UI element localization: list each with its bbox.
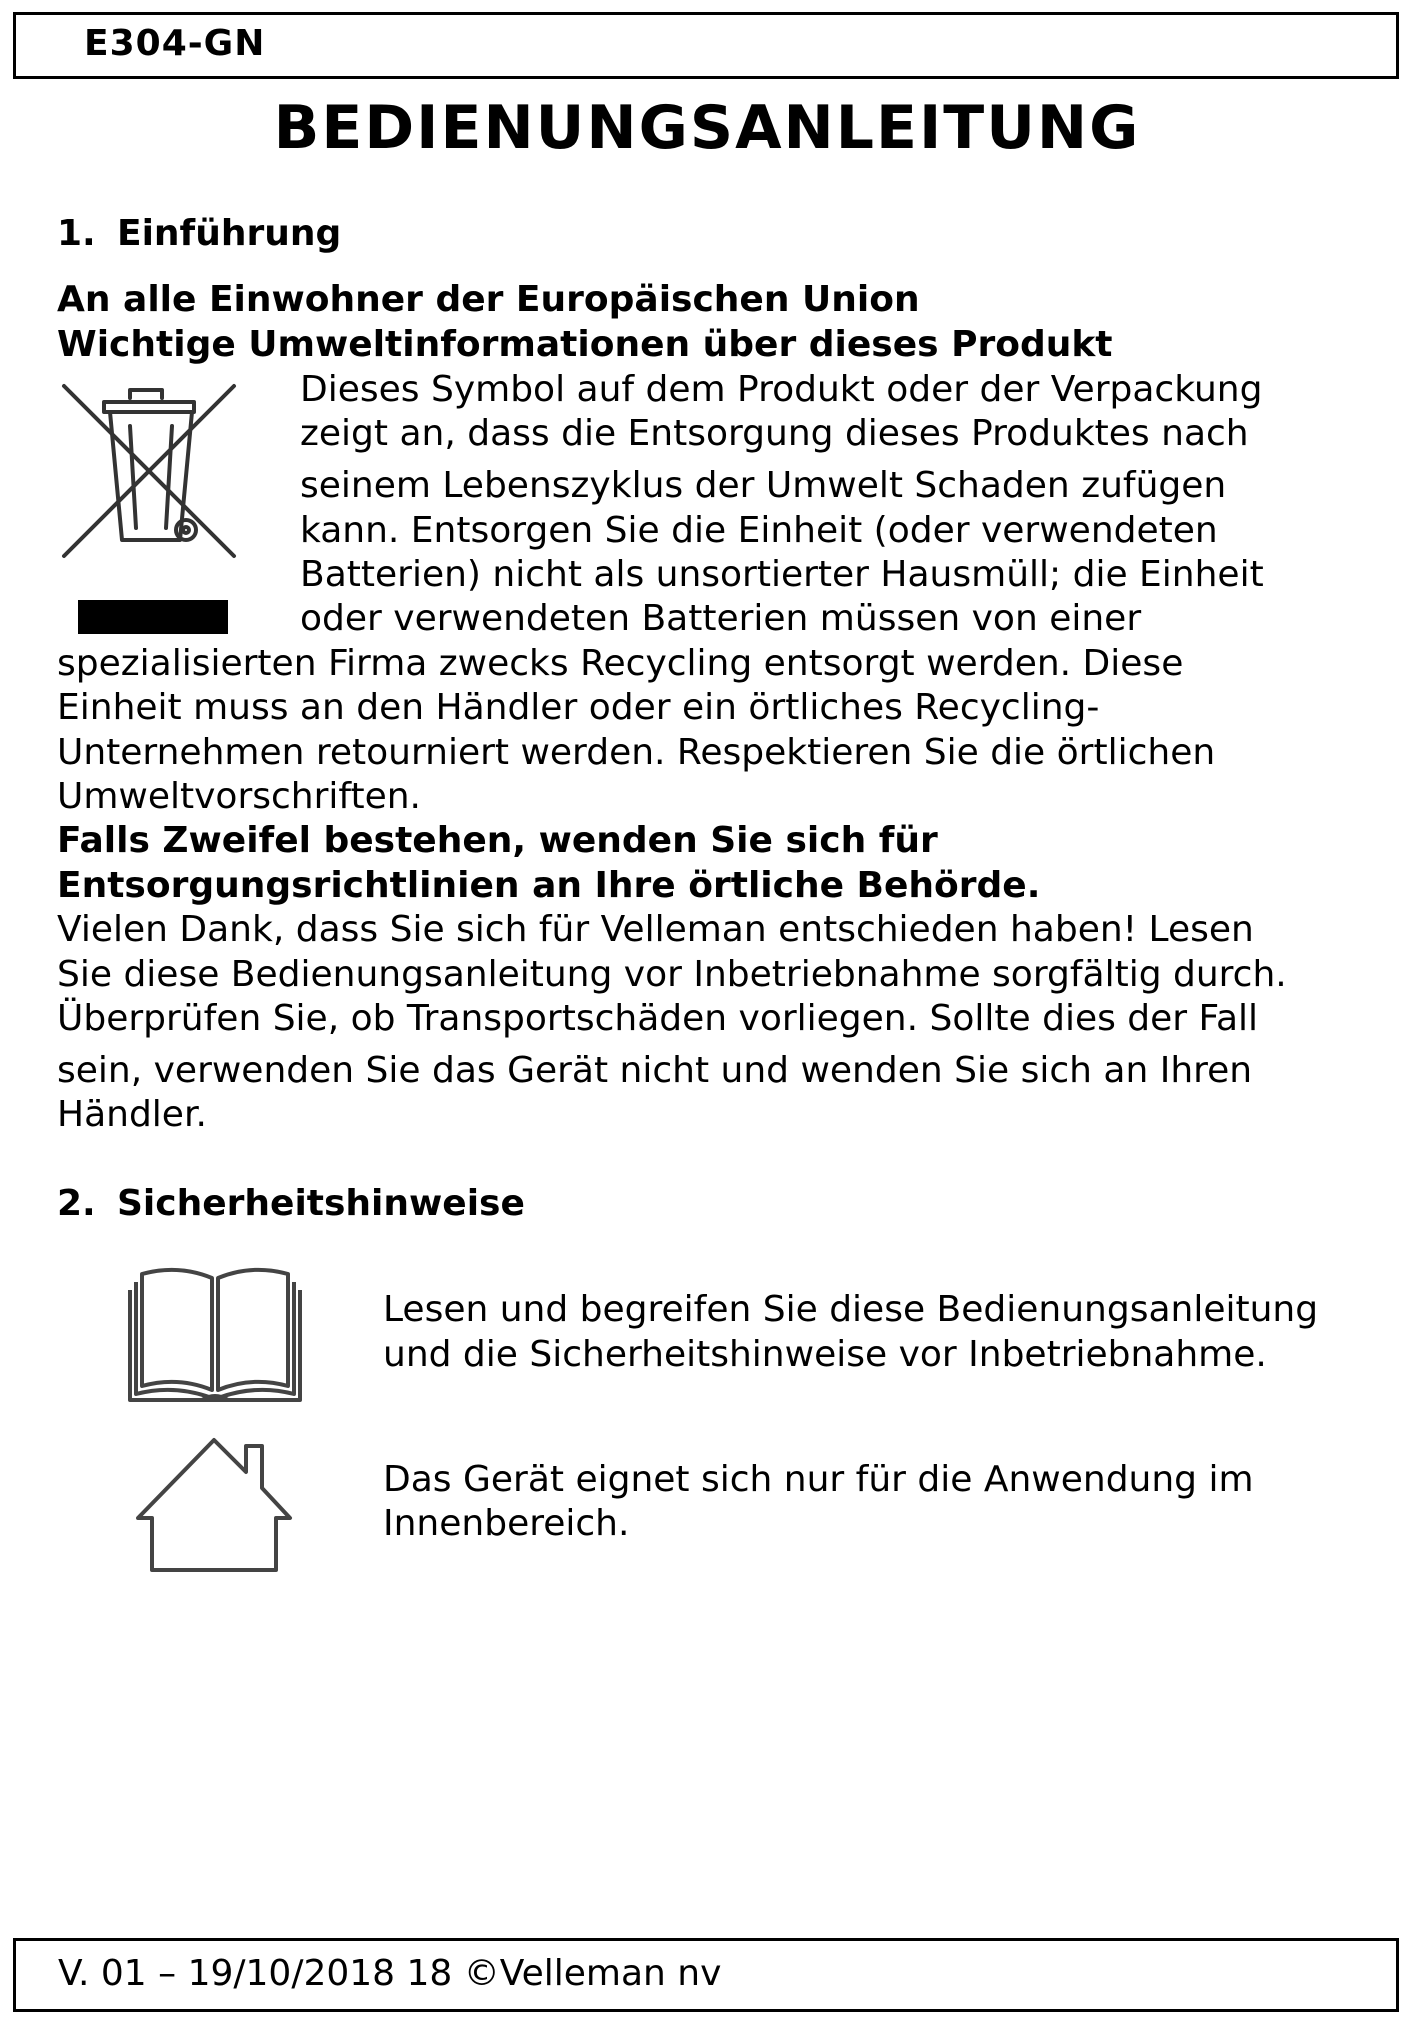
weee-text-line: Batterien) nicht als unsortierter Hausmüll; die Einheit: [300, 554, 1264, 595]
disposal-notice: Entsorgungsrichtlinien an Ihre örtliche Behörde.: [57, 865, 1041, 906]
section-2-number: 2.: [57, 1183, 96, 1224]
house-icon: [134, 1432, 294, 1574]
document-title: BEDIENUNGSANLEITUNG: [273, 93, 1141, 163]
weee-text-line: Unternehmen retourniert werden. Respektieren Sie die örtlichen: [57, 732, 1216, 773]
weee-text-line: spezialisierten Firma zwecks Recycling entsorgt werden. Diese: [57, 643, 1184, 684]
weee-crossed-bin-icon: [58, 378, 244, 638]
eu-residents-heading: An alle Einwohner der Europäischen Union: [57, 279, 920, 320]
header-box: [13, 12, 1399, 79]
weee-text-line: Einheit muss an den Händler oder ein örtliches Recycling-: [57, 687, 1100, 728]
weee-text-line: Dieses Symbol auf dem Produkt oder der Verpackung: [300, 369, 1263, 410]
section-2-title: Sicherheitshinweise: [117, 1183, 525, 1224]
section-2-heading: [57, 1182, 525, 1226]
thanks-text-line: Händler.: [57, 1094, 207, 1135]
disposal-notice: Falls Zweifel bestehen, wenden Sie sich für: [57, 820, 938, 861]
safety-text-line: Das Gerät eignet sich nur für die Anwendung im: [383, 1459, 1254, 1500]
weee-text-line: kann. Entsorgen Sie die Einheit (oder verwendeten: [300, 510, 1218, 551]
safety-text-line: und die Sicherheitshinweise vor Inbetriebnahme.: [383, 1334, 1267, 1375]
environment-info-heading: Wichtige Umweltinformationen über dieses Produkt: [57, 324, 1113, 365]
weee-text-line: Umweltvorschriften.: [57, 776, 421, 817]
thanks-text-line: sein, verwenden Sie das Gerät nicht und wenden Sie sich an Ihren: [57, 1050, 1253, 1091]
safety-text-line: Innenbereich.: [383, 1503, 630, 1544]
weee-text-line: zeigt an, dass die Entsorgung dieses Produktes nach: [300, 413, 1249, 454]
section-1-title: Einführung: [117, 213, 342, 254]
footer-box: [13, 1938, 1399, 2012]
model-number: E304-GN: [84, 23, 266, 64]
open-book-icon: [126, 1262, 304, 1406]
thanks-text-line: Sie diese Bedienungsanleitung vor Inbetriebnahme sorgfältig durch.: [57, 954, 1287, 995]
weee-text-line: seinem Lebenszyklus der Umwelt Schaden zufügen: [300, 465, 1227, 506]
footer-version-text: V. 01 – 19/10/2018 18 ©Velleman nv: [58, 1953, 722, 1994]
section-1-heading: [57, 212, 341, 256]
safety-text-line: Lesen und begreifen Sie diese Bedienungsanleitung: [383, 1289, 1319, 1330]
section-1-number: 1.: [57, 213, 96, 254]
thanks-text-line: Vielen Dank, dass Sie sich für Velleman entschieden haben! Lesen: [57, 909, 1254, 950]
weee-text-line: oder verwendeten Batterien müssen von einer: [300, 598, 1142, 639]
thanks-text-line: Überprüfen Sie, ob Transportschäden vorliegen. Sollte dies der Fall: [57, 998, 1259, 1039]
